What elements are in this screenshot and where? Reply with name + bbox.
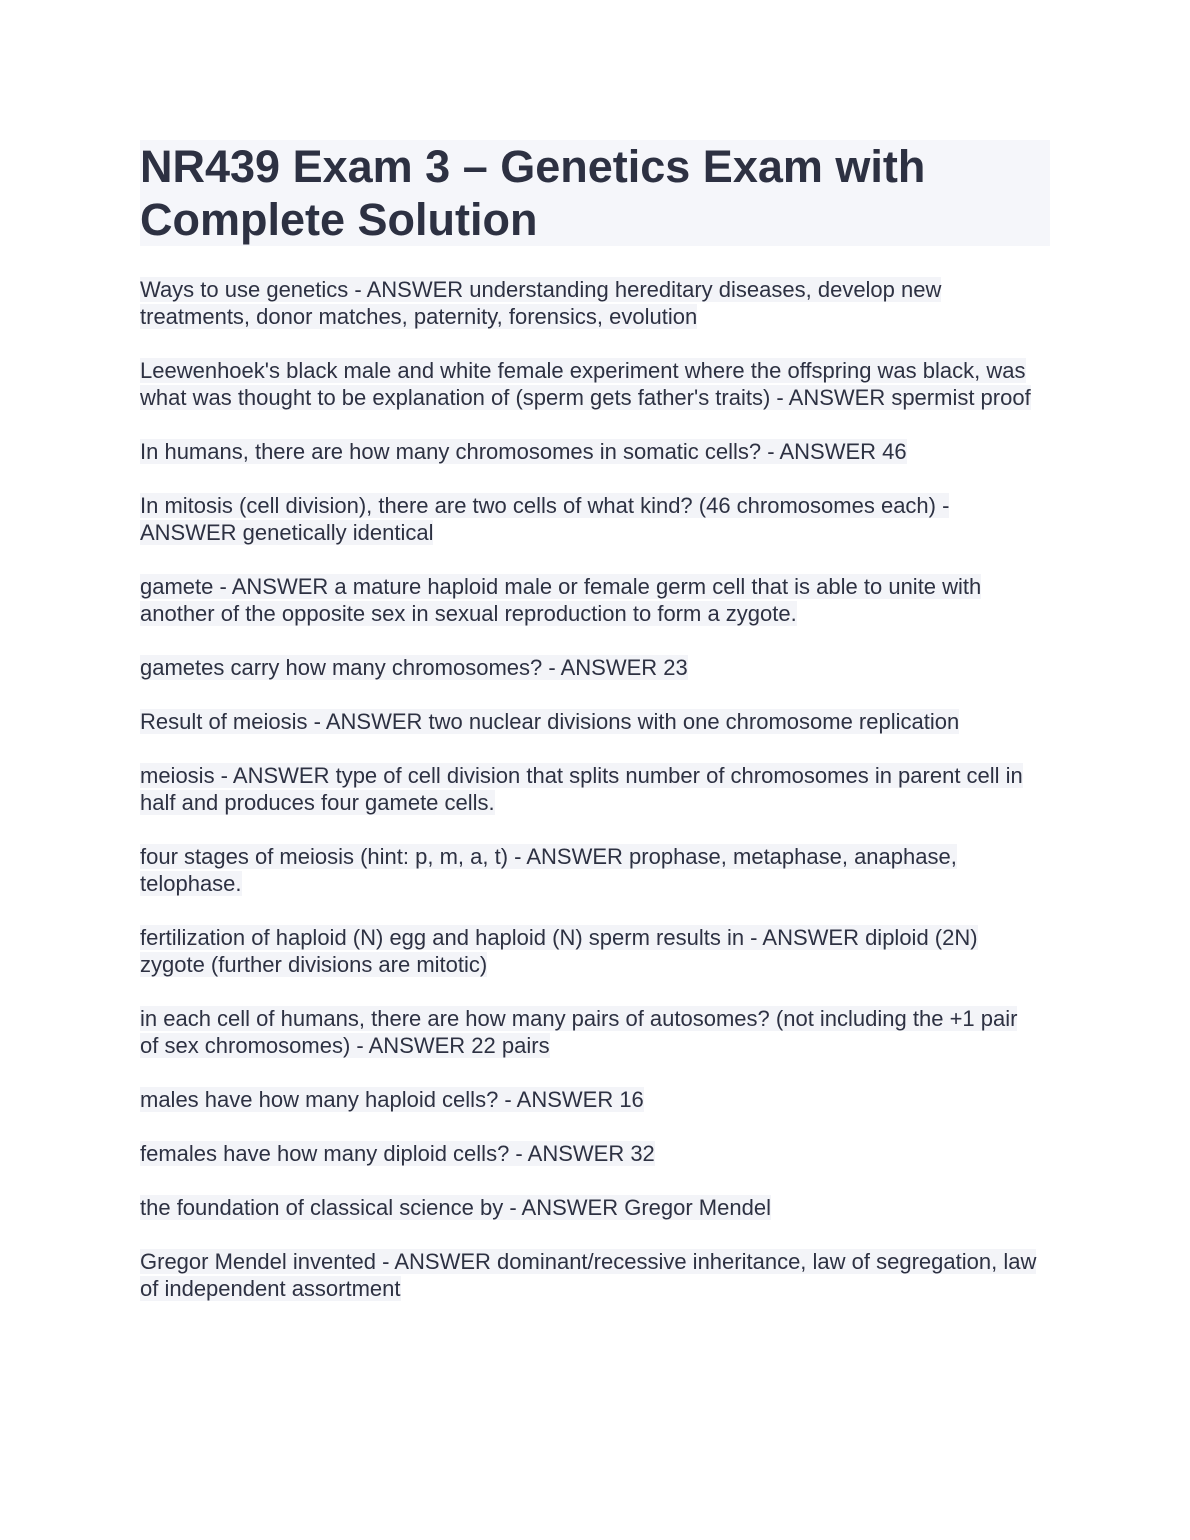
qa-text: meiosis - ANSWER type of cell division that splits number of chromosomes in parent cell in half and produces four gamete cells.	[140, 763, 1023, 815]
qa-text: the foundation of classical science by - ANSWER Gregor Mendel	[140, 1195, 771, 1220]
qa-text: Result of meiosis - ANSWER two nuclear divisions with one chromosome replication	[140, 709, 960, 734]
qa-text: In mitosis (cell division), there are two cells of what kind? (46 chromosomes each) - ANSWER genetically identical	[140, 493, 950, 545]
qa-text: Ways to use genetics - ANSWER understanding hereditary diseases, develop new treatments, donor matches, paternity, forensics, evolution	[140, 277, 942, 329]
qa-list	[140, 276, 1050, 1302]
qa-text: gametes carry how many chromosomes? - ANSWER 23	[140, 655, 688, 680]
qa-item	[140, 708, 1040, 735]
qa-text: fertilization of haploid (N) egg and haploid (N) sperm results in - ANSWER diploid (2N) zygote (further divisions are mitotic)	[140, 925, 978, 977]
qa-text: Gregor Mendel invented - ANSWER dominant/recessive inheritance, law of segregation, law of independent assortment	[140, 1249, 1037, 1301]
qa-item	[140, 1086, 1040, 1113]
qa-text: four stages of meiosis (hint: p, m, a, t) - ANSWER prophase, metaphase, anaphase, telophase.	[140, 844, 957, 896]
qa-item	[140, 924, 1040, 978]
qa-item	[140, 276, 1040, 330]
qa-item	[140, 1005, 1040, 1059]
qa-item	[140, 762, 1040, 816]
qa-text: gamete - ANSWER a mature haploid male or female germ cell that is able to unite with another of the opposite sex in sexual reproduction to form a zygote.	[140, 574, 982, 626]
qa-item	[140, 573, 1040, 627]
qa-item	[140, 1194, 1040, 1221]
qa-text: males have how many haploid cells? - ANSWER 16	[140, 1087, 644, 1112]
qa-item	[140, 843, 1040, 897]
qa-text: in each cell of humans, there are how many pairs of autosomes? (not including the +1 pair of sex chromosomes) - ANSWER 22 pairs	[140, 1006, 1018, 1058]
qa-item	[140, 654, 1040, 681]
document-page	[140, 140, 1050, 1329]
qa-item	[140, 1140, 1040, 1167]
qa-item	[140, 1248, 1040, 1302]
qa-item	[140, 492, 1040, 546]
qa-text: In humans, there are how many chromosomes in somatic cells? - ANSWER 46	[140, 439, 907, 464]
qa-item	[140, 438, 1040, 465]
qa-item	[140, 357, 1040, 411]
qa-text: females have how many diploid cells? - ANSWER 32	[140, 1141, 655, 1166]
document-title: NR439 Exam 3 – Genetics Exam with Complete Solution	[140, 140, 1050, 246]
qa-text: Leewenhoek's black male and white female experiment where the offspring was black, was what was thought to be explanation of (sperm gets father's traits) - ANSWER spermist proof	[140, 358, 1031, 410]
